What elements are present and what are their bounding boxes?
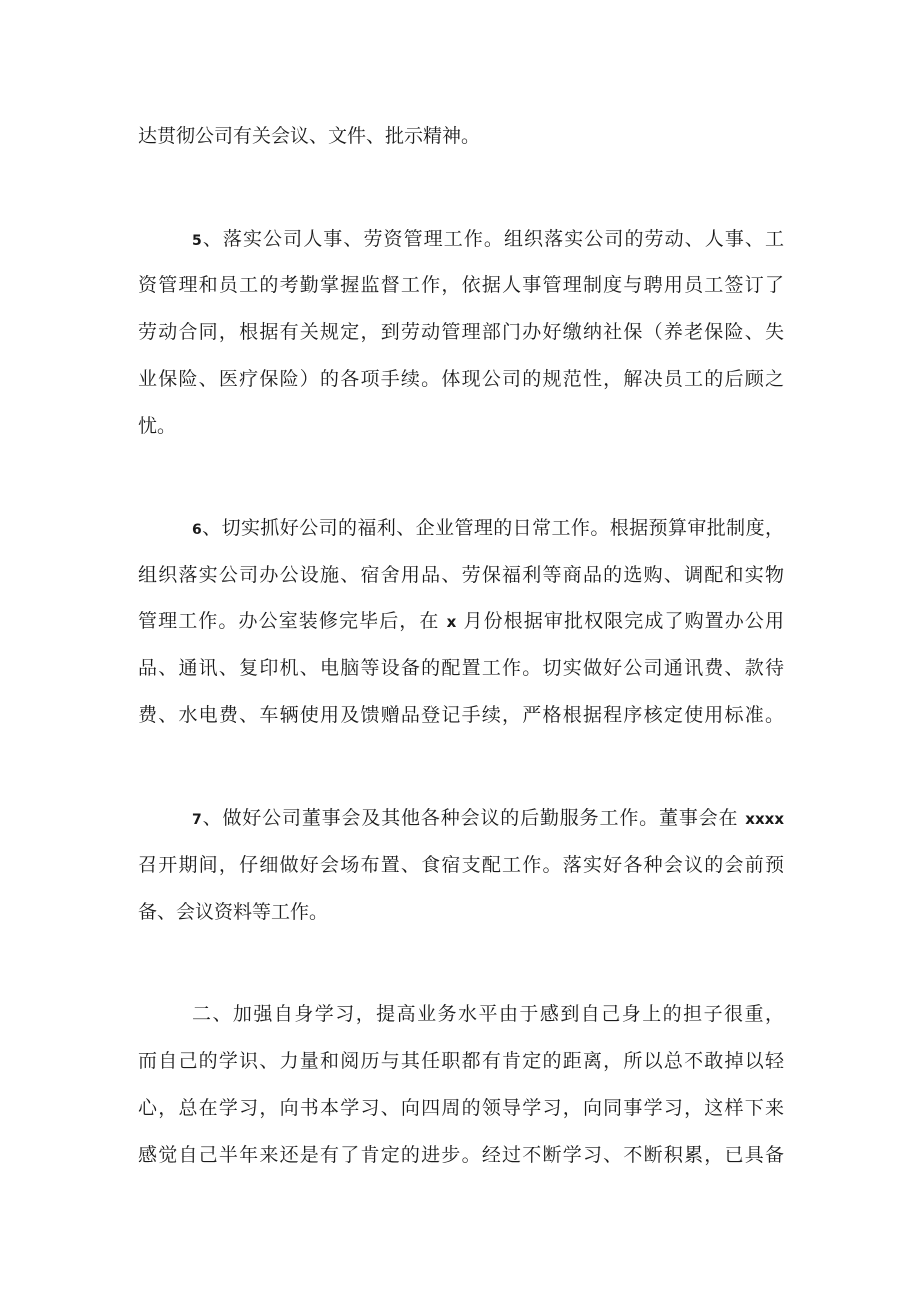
paragraph-6-line-3-text-b: 月份根据审批权限完成了购置办公用 bbox=[463, 610, 784, 632]
paragraph-6-line-3-text-a: 管理工作。办公室装修完毕后，在 bbox=[138, 610, 440, 632]
paragraph-4-line-1: 达贯彻公司有关会议、文件、批示精神。 bbox=[138, 125, 481, 147]
paragraph-5-line-3: 劳动合同，根据有关规定，到劳动管理部门办好缴纳社保（养老保险、失 bbox=[138, 321, 784, 343]
paragraph-7-date-placeholder: xxxx bbox=[745, 810, 784, 828]
paragraph-5-line-2: 资管理和员工的考勤掌握监督工作，依据人事管理制度与聘用员工签订了 bbox=[138, 274, 784, 296]
paragraph-6-line-1 bbox=[192, 515, 784, 543]
paragraph-8-line-3: 心，总在学习，向书本学习、向四周的领导学习，向同事学习，这样下来 bbox=[138, 1097, 784, 1119]
paragraph-7-number: 7 bbox=[192, 812, 202, 828]
paragraph-7-line-2: 召开期间，仔细做好会场布置、食宿支配工作。落实好各种会议的会前预 bbox=[138, 854, 784, 876]
paragraph-8-line-4: 感觉自己半年来还是有了肯定的进步。经过不断学习、不断积累，已具备 bbox=[138, 1144, 784, 1166]
paragraph-7-line-3: 备、会议资料等工作。 bbox=[138, 901, 329, 923]
paragraph-7-line-1 bbox=[192, 805, 784, 833]
paragraph-8-line-2: 而自己的学识、力量和阅历与其任职都有肯定的距离，所以总不敢掉以轻 bbox=[138, 1050, 784, 1072]
paragraph-8-line-1: 二、加强自身学习，提高业务水平由于感到自己身上的担子很重， bbox=[192, 1003, 784, 1025]
paragraph-6-line-4: 品、通讯、复印机、电脑等设备的配置工作。切实做好公司通讯费、款待 bbox=[138, 657, 784, 679]
paragraph-5-line-5: 忧。 bbox=[138, 415, 177, 437]
paragraph-6-month-placeholder: x bbox=[446, 613, 457, 631]
paragraph-6-number: 6 bbox=[192, 522, 202, 538]
paragraph-5-number: 5 bbox=[192, 233, 202, 249]
paragraph-6-line-3 bbox=[138, 608, 784, 635]
paragraph-5-line-4: 业保险、医疗保险）的各项手续。体现公司的规范性，解决员工的后顾之 bbox=[138, 368, 784, 390]
paragraph-6-line-5: 费、水电费、车辆使用及馈赠品登记手续，严格根据程序核定使用标准。 bbox=[138, 704, 784, 726]
paragraph-7-line-1-text: 、做好公司董事会及其他各种会议的后勤服务工作。董事会在 bbox=[201, 807, 739, 829]
paragraph-5-line-1 bbox=[192, 226, 784, 254]
paragraph-6-line-1-text: 、切实抓好公司的福利、企业管理的日常工作。根据预算审批制度， bbox=[201, 517, 784, 539]
paragraph-6-line-2: 组织落实公司办公设施、宿舍用品、劳保福利等商品的选购、调配和实物 bbox=[138, 564, 784, 586]
paragraph-5-line-1-text: 、落实公司人事、劳资管理工作。组织落实公司的劳动、人事、工 bbox=[201, 228, 784, 250]
